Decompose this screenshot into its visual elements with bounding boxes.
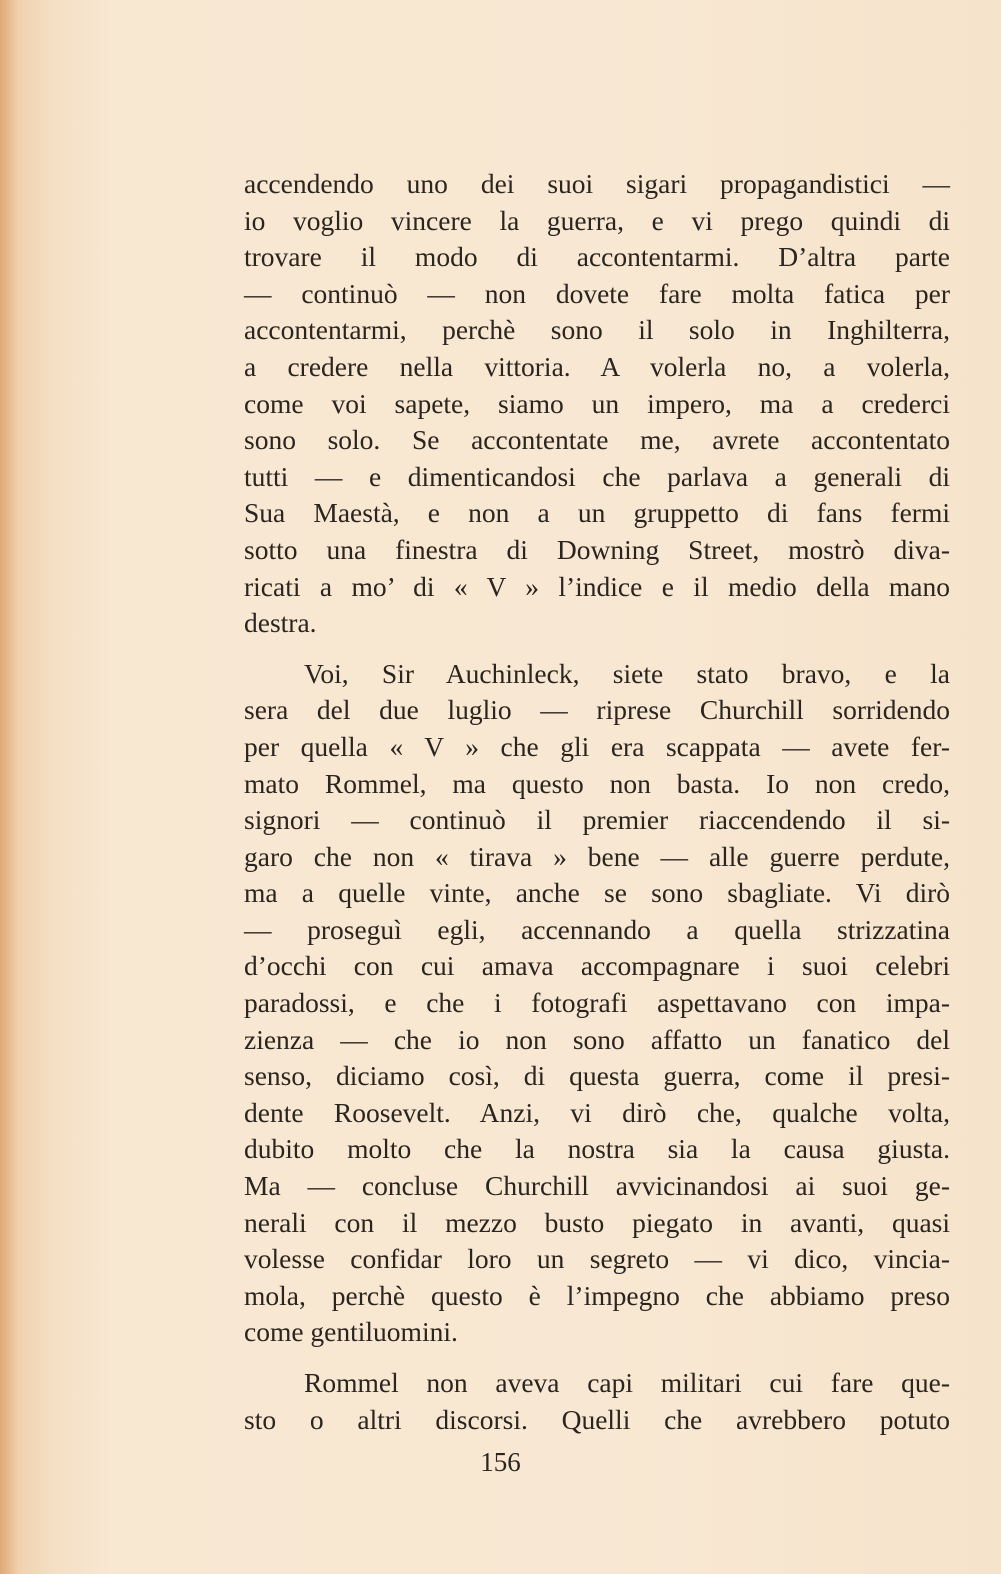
text-line: Sua Maestà, e non a un gruppetto di fans fermi: [244, 497, 950, 529]
text-line: — continuò — non dovete fare molta fatica per: [244, 277, 950, 309]
paragraph-3: [244, 1365, 950, 1438]
text-line: come gentiluomini.: [244, 1316, 458, 1348]
text-line: senso, diciamo così, di questa guerra, come il presi-: [244, 1060, 950, 1092]
paragraph-1: [244, 166, 950, 642]
text-line: come voi sapete, siamo un impero, ma a crederci: [244, 387, 950, 419]
text-line: dubito molto che la nostra sia la causa giusta.: [244, 1133, 950, 1165]
text-line: ricati a mo’ di « V » l’indice e il medio della mano: [244, 570, 950, 602]
text-line: signori — continuò il premier riaccendendo il si-: [244, 804, 950, 836]
body-text: [244, 166, 950, 1438]
text-line: mato Rommel, ma questo non basta. Io non credo,: [244, 767, 950, 799]
text-line: mola, perchè questo è l’impegno che abbiamo preso: [244, 1279, 950, 1311]
page-number: 156: [480, 1447, 521, 1477]
text-line: sotto una finestra di Downing Street, mostrò diva-: [244, 533, 950, 565]
text-line: accendendo uno dei suoi sigari propagandistici —: [244, 168, 950, 199]
paragraph-2: [244, 656, 950, 1351]
text-line: dente Roosevelt. Anzi, vi dirò che, qualche volta,: [244, 1096, 950, 1128]
text-line: per quella « V » che gli era scappata — avete fer-: [244, 730, 950, 762]
text-line: io voglio vincere la guerra, e vi prego quindi di: [244, 204, 950, 236]
paragraph-gap: [244, 1351, 950, 1365]
text-line: a credere nella vittoria. A volerla no, a volerla,: [244, 350, 950, 382]
text-line: Ma — concluse Churchill avvicinandosi ai suoi ge-: [244, 1170, 950, 1202]
text-line: zienza — che io non sono affatto un fanatico del: [244, 1023, 950, 1055]
text-line: Rommel non aveva capi militari cui fare que-: [304, 1367, 950, 1398]
page-edge-shadow: [0, 0, 18, 1574]
text-line: volesse confidar loro un segreto — vi dico, vincia-: [244, 1243, 950, 1275]
text-line: tutti — e dimenticandosi che parlava a generali di: [244, 460, 950, 492]
text-line: accontentarmi, perchè sono il solo in Inghilterra,: [244, 314, 950, 346]
text-line: sono solo. Se accontentate me, avrete accontentato: [244, 424, 950, 456]
text-line: d’occhi con cui amava accompagnare i suoi celebri: [244, 950, 950, 982]
text-line: nerali con il mezzo busto piegato in avanti, quasi: [244, 1206, 950, 1238]
text-line: sera del due luglio — riprese Churchill sorridendo: [244, 694, 950, 726]
paragraph-gap: [244, 642, 950, 656]
text-line: garo che non « tirava » bene — alle guerre perdute,: [244, 840, 950, 872]
text-line: sto o altri discorsi. Quelli che avrebbero potuto: [244, 1403, 950, 1435]
text-line: destra.: [244, 607, 317, 639]
text-line: ma a quelle vinte, anche se sono sbagliate. Vi dirò: [244, 877, 950, 909]
text-line: trovare il modo di accontentarmi. D’altra parte: [244, 241, 950, 273]
text-line: paradossi, e che i fotografi aspettavano con impa-: [244, 987, 950, 1019]
text-line: — proseguì egli, accennando a quella strizzatina: [244, 913, 950, 945]
text-line: Voi, Sir Auchinleck, siete stato bravo, e la: [304, 657, 950, 689]
